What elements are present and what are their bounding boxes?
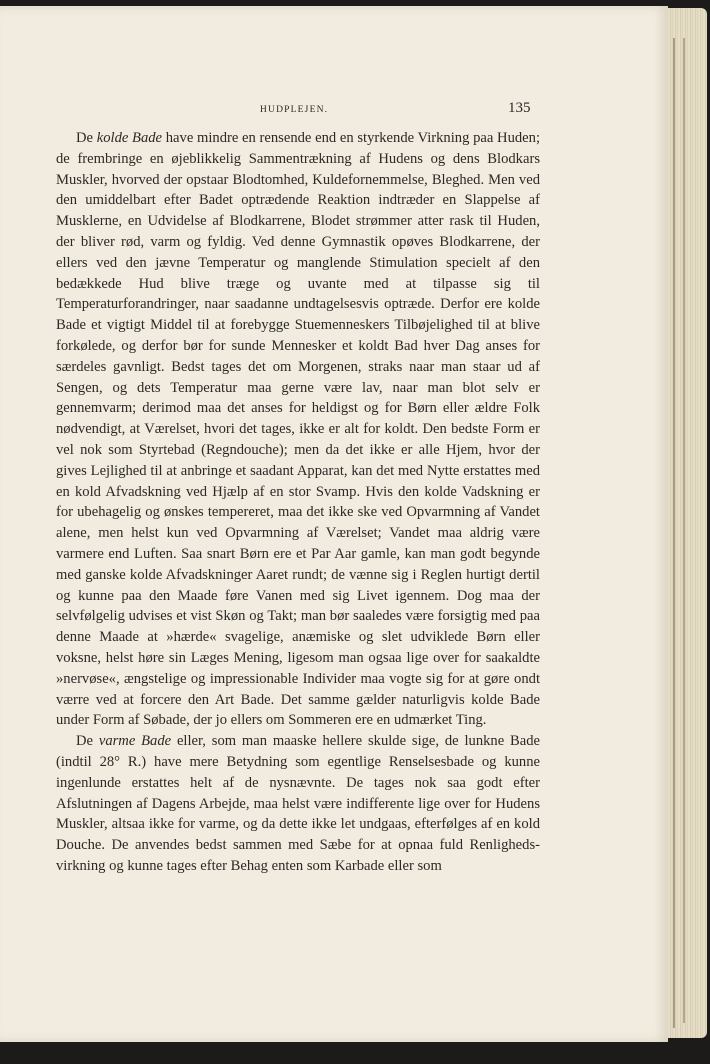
paragraph-warm-baths: De varme Bade eller, som man maaske hellere skulde sige, de lunkne Bade (indtil 28° R.) have mere Betydning som egentlige Renselsesbade og kunne ingenlunde erstattes helt af de nysnævnte. De tages nok saa godt efter Afslutningen af Dagens Arbejde, maa helst være indifferente lige over for Hudens Muskler, altsaa ikke for varme, og da dette ikke let undgaas, efterfølges af en kold Douche. De anvendes bedst sammen med Sæbe for at opnaa fuld Renligheds-virkning og kunne tages efter Behag enten som Karbade eller som [56,733,540,874]
term-varme-bade: varme Bade [98,733,172,750]
body-text [56,128,540,877]
term-kolde-bade: kolde Bade [96,130,163,146]
running-head: HUDPLEJEN. [260,105,329,115]
page-header [0,100,668,124]
page-number: 135 [508,100,531,116]
paragraph-cold-baths: De kolde Bade have mindre en rensende end en styrkende Virkning paa Huden; de frembringe en øjeblikkelig Sammentrækning af Hudens og dens Blodkars Muskler, hvorved der opstaar Blodtomhed, Kuldefornemmelse, Bleghed. Men ved den umiddelbart efter Badet optrædende Reaktion indtræder en Slappelse af Musklerne, en Udvidelse af Blodkarrene, Blodet strømmer atter rask til Huden, der bliver rød, varm og fyldig. Ved denne Gymnastik opøves Blodkarrene, der ellers ved den jævne Temperatur og manglende Stimulation specielt af den bedækkede Hud blive træge og uvante med at tilpasse sig til Temperaturforandringer, naar saadanne undtagelsesvis optræde. Derfor ere kolde Bade et vigtigt Middel til at forebygge Stuemenneskers Tilbøjelighed til at blive forkølede, og derfor bør for sunde Mennesker et koldt Bad hver Dag anses for særdeles gavnligt. Bedst tages det om Morgenen, straks naar man staar ud af Sengen, og dets Temperatur maa gerne være lav, naar man blot selv er gennemvarm; derimod maa det anses for heldigst og for Børn eller ældre Folk nødvendigt, at Værelset, hvori det tages, ikke er alt for koldt. Den bedste Form er vel nok som Styrtebad (Regndouche); men da det ikke er alle Hjem, hvor der gives Lejlighed til at anbringe et saadant Apparat, kan det med Nytte erstattes med en kold Afvadskning ved Hjælp af en stor Svamp. Hvis den kolde Vadskning er for ubehagelig og ønskes tempereret, maa det ikke ske ved Opvarmning af Vandet alene, men helst kun ved Opvarmning af Værelset; Vandet maa aldrig være varmere end Luften. Saa snart Børn ere et Par Aar gamle, kan man godt begynde med ganske kolde Afvadskninger Aaret rundt; de vænne sig i Reglen hurtigt dertil og kunne paa den Maade føre Vanen med sig Livet igennem. Dog maa der selvfølgelig udvises et vist Skøn og Takt; man bør saaledes være forsigtig med paa denne Maade at »hærde« svagelige, anæmiske og slet udviklede Børn eller voksne, helst høre sin Læges Mening, ligesom man ogsaa lige over for saakaldte »nervøse«, ængstelige og impressionable Individer maa vogte sig for at gøre ondt værre ved at forcere den Art Bade. Det samme gælder naturligvis kolde Bade under Form af Søbade, der jo ellers om Sommeren ere en udmærket Ting. [56,130,541,729]
